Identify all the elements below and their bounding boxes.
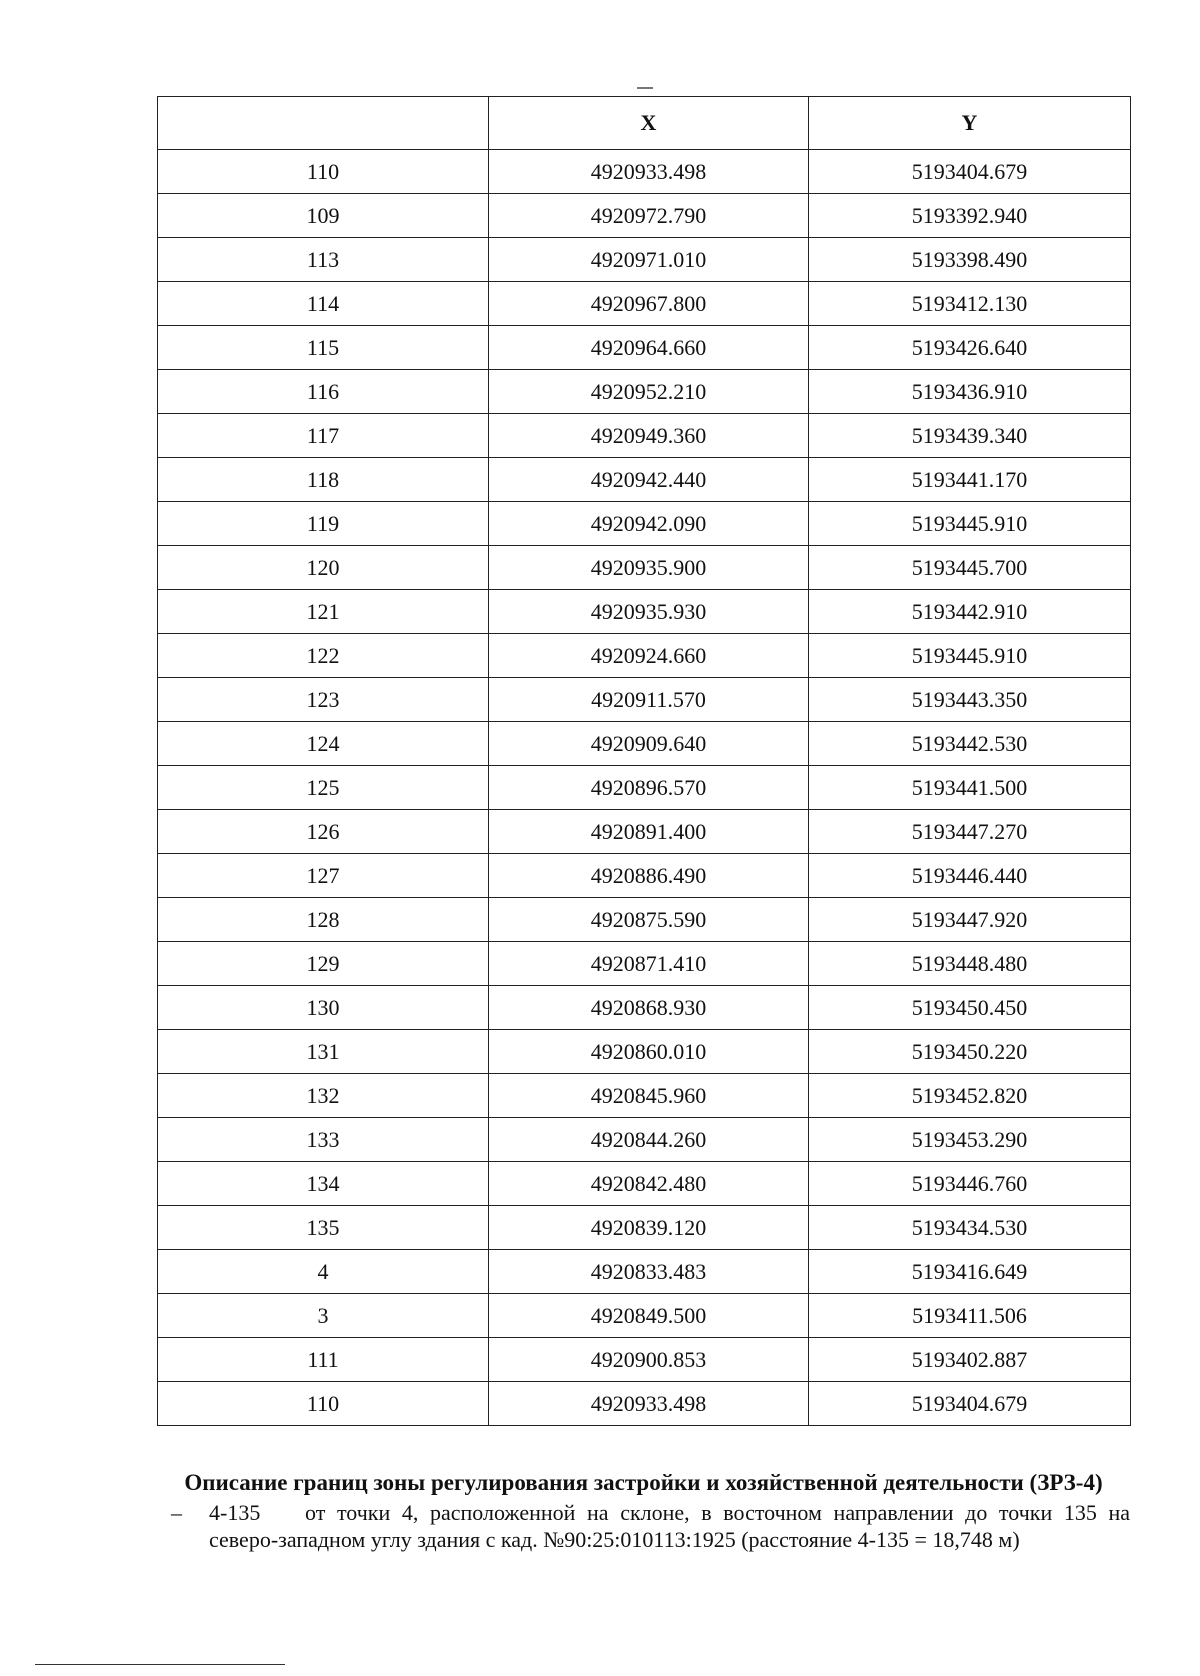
point-cell: 135 [158,1206,489,1250]
segment-text: от точки 4, расположенной на склоне, в восточном направлении до точки 135 на северо-западном углу здания с кад. №90:25:010113:1925 (расстояние 4-135 = 18,748 м) [209,1500,1130,1552]
table-row [158,986,1131,1030]
y-cell: 5193442.910 [809,590,1131,634]
y-cell: 5193447.270 [809,810,1131,854]
point-cell: 131 [158,1030,489,1074]
x-cell: 4920964.660 [489,326,809,370]
zone-description [157,1470,1130,1553]
y-cell: 5193442.530 [809,722,1131,766]
table-row [158,634,1131,678]
table-row [158,1030,1131,1074]
x-cell: 4920886.490 [489,854,809,898]
table-row [158,370,1131,414]
x-cell: 4920933.498 [489,150,809,194]
y-cell: 5193416.649 [809,1250,1131,1294]
y-cell: 5193398.490 [809,238,1131,282]
description-item [157,1499,1130,1553]
point-cell: 125 [158,766,489,810]
x-cell: 4920933.498 [489,1382,809,1426]
y-cell: 5193404.679 [809,1382,1131,1426]
y-cell: 5193426.640 [809,326,1131,370]
table-row [158,854,1131,898]
segment-code: 4-135 [209,1500,261,1525]
x-cell: 4920935.930 [489,590,809,634]
table-row [158,546,1131,590]
table-row [158,502,1131,546]
coordinates-table-body [158,150,1131,1426]
point-cell: 120 [158,546,489,590]
table-row [158,898,1131,942]
y-cell: 5193434.530 [809,1206,1131,1250]
x-cell: 4920860.010 [489,1030,809,1074]
y-cell: 5193453.290 [809,1118,1131,1162]
y-cell: 5193404.679 [809,150,1131,194]
x-cell: 4920952.210 [489,370,809,414]
coordinates-table-header [158,97,1131,150]
point-cell: 122 [158,634,489,678]
y-cell: 5193441.500 [809,766,1131,810]
y-cell: 5193445.910 [809,502,1131,546]
point-cell: 110 [158,150,489,194]
point-cell: 134 [158,1162,489,1206]
page-top-mark [637,87,653,89]
point-cell: 114 [158,282,489,326]
point-cell: 124 [158,722,489,766]
x-cell: 4920868.930 [489,986,809,1030]
point-cell: 118 [158,458,489,502]
x-cell: 4920896.570 [489,766,809,810]
y-cell: 5193447.920 [809,898,1131,942]
point-cell: 113 [158,238,489,282]
footnote-separator [35,1664,285,1665]
y-cell: 5193446.440 [809,854,1131,898]
point-cell: 117 [158,414,489,458]
x-cell: 4920935.900 [489,546,809,590]
point-cell: 123 [158,678,489,722]
point-cell: 111 [158,1338,489,1382]
x-cell: 4920839.120 [489,1206,809,1250]
table-row [158,1382,1131,1426]
y-cell: 5193445.700 [809,546,1131,590]
y-cell: 5193411.506 [809,1294,1131,1338]
x-cell: 4920909.640 [489,722,809,766]
x-cell: 4920911.570 [489,678,809,722]
x-cell: 4920942.090 [489,502,809,546]
table-row [158,1074,1131,1118]
point-cell: 128 [158,898,489,942]
point-cell: 109 [158,194,489,238]
x-cell: 4920849.500 [489,1294,809,1338]
x-cell: 4920949.360 [489,414,809,458]
y-cell: 5193450.450 [809,986,1131,1030]
y-cell: 5193441.170 [809,458,1131,502]
point-cell: 115 [158,326,489,370]
table-row [158,1294,1131,1338]
header-point [158,97,489,150]
x-cell: 4920942.440 [489,458,809,502]
table-row [158,1162,1131,1206]
table-row [158,678,1131,722]
table-row [158,1206,1131,1250]
table-row [158,810,1131,854]
y-cell: 5193392.940 [809,194,1131,238]
table-row [158,1250,1131,1294]
table-row [158,458,1131,502]
x-cell: 4920967.800 [489,282,809,326]
point-cell: 110 [158,1382,489,1426]
table-row [158,942,1131,986]
table-row [158,414,1131,458]
x-cell: 4920845.960 [489,1074,809,1118]
x-cell: 4920971.010 [489,238,809,282]
table-row [158,1118,1131,1162]
point-cell: 4 [158,1250,489,1294]
table-row [158,766,1131,810]
x-cell: 4920844.260 [489,1118,809,1162]
table-row [158,194,1131,238]
y-cell: 5193436.910 [809,370,1131,414]
point-cell: 119 [158,502,489,546]
point-cell: 116 [158,370,489,414]
y-cell: 5193439.340 [809,414,1131,458]
point-cell: 127 [158,854,489,898]
table-row [158,238,1131,282]
x-cell: 4920871.410 [489,942,809,986]
description-title: Описание границ зоны регулирования застройки и хозяйственной деятельности (ЗРЗ-4) [184,1470,1103,1495]
y-cell: 5193412.130 [809,282,1131,326]
table-row [158,590,1131,634]
list-dash: – [171,1500,182,1525]
point-cell: 121 [158,590,489,634]
table-row [158,722,1131,766]
point-cell: 130 [158,986,489,1030]
point-cell: 133 [158,1118,489,1162]
table-row [158,326,1131,370]
header-x: X [489,97,809,150]
y-cell: 5193402.887 [809,1338,1131,1382]
x-cell: 4920900.853 [489,1338,809,1382]
y-cell: 5193443.350 [809,678,1131,722]
table-row [158,1338,1131,1382]
x-cell: 4920972.790 [489,194,809,238]
x-cell: 4920924.660 [489,634,809,678]
point-cell: 129 [158,942,489,986]
y-cell: 5193450.220 [809,1030,1131,1074]
x-cell: 4920833.483 [489,1250,809,1294]
x-cell: 4920891.400 [489,810,809,854]
table-row [158,150,1131,194]
x-cell: 4920842.480 [489,1162,809,1206]
header-row [158,97,1131,150]
y-cell: 5193448.480 [809,942,1131,986]
y-cell: 5193452.820 [809,1074,1131,1118]
header-y: Y [809,97,1131,150]
y-cell: 5193446.760 [809,1162,1131,1206]
y-cell: 5193445.910 [809,634,1131,678]
table-row [158,282,1131,326]
x-cell: 4920875.590 [489,898,809,942]
point-cell: 132 [158,1074,489,1118]
point-cell: 3 [158,1294,489,1338]
coordinates-table [157,96,1131,1426]
point-cell: 126 [158,810,489,854]
